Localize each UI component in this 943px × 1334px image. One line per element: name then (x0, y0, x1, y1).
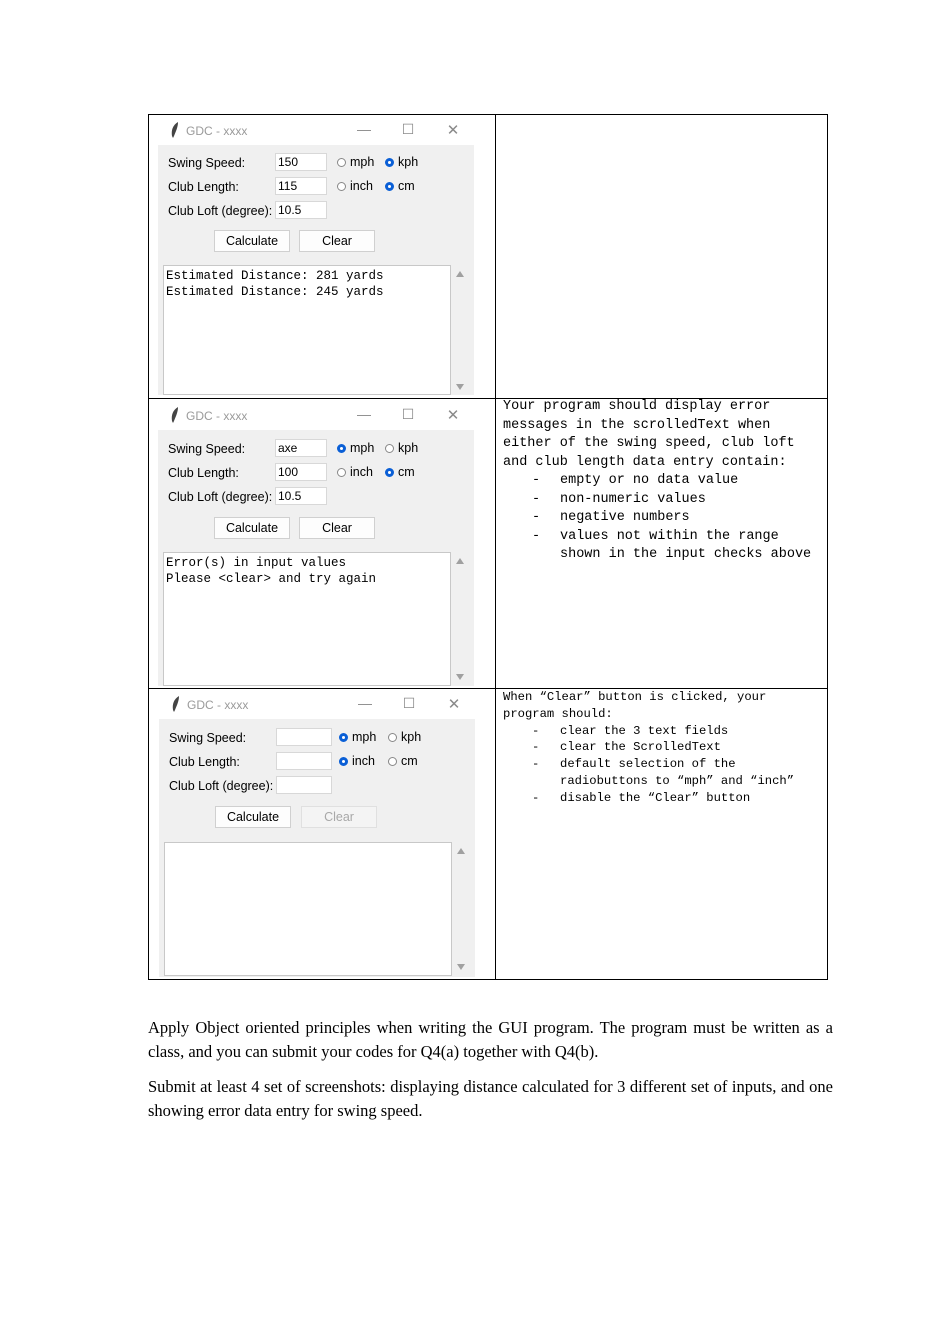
club-length-input[interactable]: 115 (275, 177, 327, 195)
list-item: - clear the ScrolledText (532, 740, 721, 755)
feather-icon (170, 122, 180, 138)
radio-cm[interactable]: cm (388, 754, 418, 768)
club-loft-label: Club Loft (degree): (169, 779, 274, 793)
club-length-label: Club Length: (169, 755, 240, 769)
club-loft-input[interactable] (276, 776, 332, 794)
error-notes-intro: Your program should display error messages in the scrolledText when either of the swing speed, club loft and club length data entry contain: (503, 399, 803, 470)
clear-button[interactable]: Clear (299, 517, 375, 539)
radio-kph-indicator (385, 444, 394, 453)
vertical-scrollbar[interactable] (452, 266, 470, 394)
swing-speed-input[interactable] (276, 728, 332, 746)
radio-kph-indicator (388, 733, 397, 742)
radio-inch-indicator (337, 468, 346, 477)
close-icon[interactable]: ✕ (446, 407, 460, 424)
clear-button: Clear (301, 806, 377, 828)
list-item: - non-numeric values (532, 491, 706, 507)
radio-kph[interactable]: kph (388, 730, 421, 744)
radio-mph[interactable]: mph (337, 155, 374, 169)
radio-cm-indicator (385, 182, 394, 191)
clear-button[interactable]: Clear (299, 230, 375, 252)
calculate-button[interactable]: Calculate (215, 806, 291, 828)
club-length-input[interactable]: 100 (275, 463, 327, 481)
radio-inch[interactable]: inch (337, 179, 373, 193)
error-notes-list (503, 472, 823, 565)
club-loft-input[interactable]: 10.5 (275, 201, 327, 219)
club-length-label: Club Length: (168, 466, 239, 480)
radio-inch[interactable]: inch (339, 754, 375, 768)
window-title: GDC - xxxx (186, 124, 248, 138)
radio-inch-indicator (337, 182, 346, 191)
clear-notes-list (503, 723, 823, 807)
minimize-icon[interactable]: — (357, 121, 371, 137)
list-item: - empty or no data value (532, 473, 739, 488)
radio-mph-indicator (337, 158, 346, 167)
club-length-label: Club Length: (168, 180, 239, 194)
radio-cm-indicator (388, 757, 397, 766)
gdc-window-3 (159, 691, 475, 977)
instruction-paragraph-1: Apply Object oriented principles when writing the GUI program. The program must be written as a class, and you can submit your codes for Q4(a) together with Q4(b). (148, 1018, 833, 1061)
list-item: - disable the “Clear” button (532, 790, 751, 805)
scrolled-text[interactable] (164, 842, 452, 976)
swing-speed-label: Swing Speed: (168, 156, 246, 170)
scroll-down-icon[interactable] (456, 384, 464, 390)
swing-speed-input[interactable]: 150 (275, 153, 327, 171)
radio-kph[interactable]: kph (385, 155, 418, 169)
minimize-icon[interactable]: — (357, 406, 371, 422)
club-loft-label: Club Loft (degree): (168, 490, 273, 504)
list-item: - default selection of the radiobuttons to “mph” and “inch” (532, 757, 795, 788)
radio-mph[interactable]: mph (337, 441, 374, 455)
maximize-icon[interactable]: ☐ (401, 121, 415, 137)
scroll-up-icon[interactable] (457, 848, 465, 854)
gdc-window-2 (158, 402, 474, 686)
window-title: GDC - xxxx (187, 698, 249, 712)
window-titlebar (158, 117, 474, 145)
radio-cm[interactable]: cm (385, 179, 415, 193)
close-icon[interactable]: ✕ (446, 122, 460, 139)
scrolled-text[interactable] (163, 552, 451, 686)
radio-cm[interactable]: cm (385, 465, 415, 479)
club-loft-input[interactable]: 10.5 (275, 487, 327, 505)
window-titlebar (158, 402, 474, 430)
scrolled-text[interactable] (163, 265, 451, 395)
list-item: - clear the 3 text fields (532, 723, 729, 738)
calculate-button[interactable]: Calculate (214, 230, 290, 252)
window-titlebar (159, 691, 475, 719)
radio-kph-indicator (385, 158, 394, 167)
clear-notes (503, 689, 823, 807)
calculate-button[interactable]: Calculate (214, 517, 290, 539)
clear-notes-intro: When “Clear” button is clicked, your program should: (503, 690, 774, 721)
vertical-scrollbar[interactable] (452, 553, 470, 685)
close-icon[interactable]: ✕ (447, 696, 461, 713)
gdc-window-1 (158, 117, 474, 395)
swing-speed-input[interactable]: axe (275, 439, 327, 457)
table-row-1 (149, 115, 827, 399)
club-length-input[interactable] (276, 752, 332, 770)
scroll-down-icon[interactable] (456, 674, 464, 680)
list-item: - values not within the range shown in the input checks above (532, 528, 812, 562)
scroll-up-icon[interactable] (456, 558, 464, 564)
vertical-scrollbar[interactable] (453, 843, 471, 975)
radio-mph-indicator (337, 444, 346, 453)
radio-mph-indicator (339, 733, 348, 742)
scroll-down-icon[interactable] (457, 964, 465, 970)
instruction-paragraph-2: Submit at least 4 set of screenshots: displaying distance calculated for 3 different set of inputs, and one showing error data entry for swing speed. (148, 1077, 833, 1120)
scrolled-text-content: Estimated Distance: 281 yards Estimated Distance: 245 yards (166, 269, 384, 299)
scroll-up-icon[interactable] (456, 271, 464, 277)
radio-cm-indicator (385, 468, 394, 477)
swing-speed-label: Swing Speed: (168, 442, 246, 456)
feather-icon (170, 407, 180, 423)
club-loft-label: Club Loft (degree): (168, 204, 273, 218)
scrolled-text-content: Error(s) in input values Please <clear> and try again (166, 556, 377, 586)
radio-mph[interactable]: mph (339, 730, 376, 744)
swing-speed-label: Swing Speed: (169, 731, 247, 745)
minimize-icon[interactable]: — (358, 695, 372, 711)
radio-inch[interactable]: inch (337, 465, 373, 479)
error-notes (503, 398, 823, 565)
window-title: GDC - xxxx (186, 409, 248, 423)
list-item: - negative numbers (532, 510, 690, 525)
maximize-icon[interactable]: ☐ (402, 695, 416, 711)
radio-kph[interactable]: kph (385, 441, 418, 455)
maximize-icon[interactable]: ☐ (401, 406, 415, 422)
radio-inch-indicator (339, 757, 348, 766)
feather-icon (171, 696, 181, 712)
